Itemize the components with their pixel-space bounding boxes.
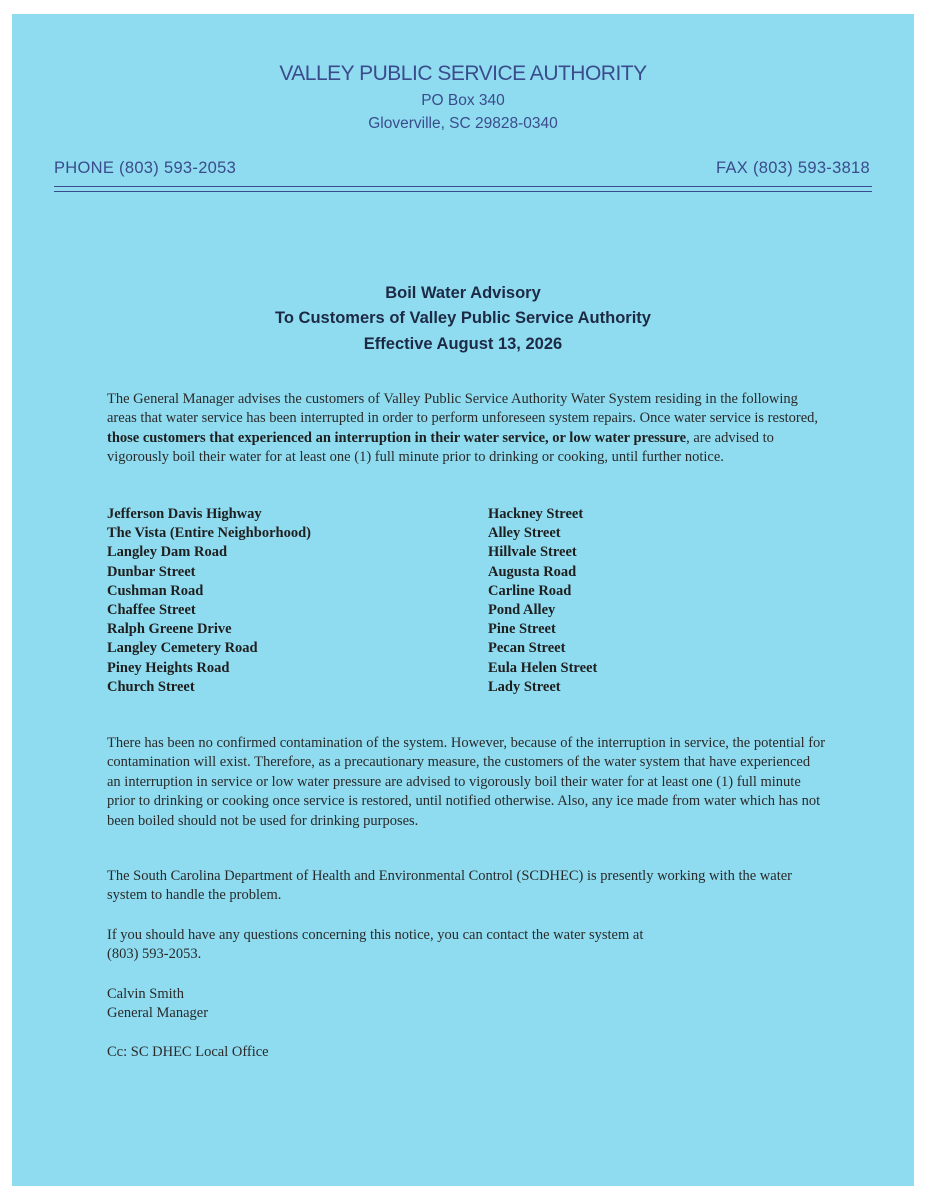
street-item: Chaffee Street: [107, 602, 196, 619]
signature-name: Calvin Smith: [107, 986, 184, 1002]
affected-streets-right: [488, 505, 597, 697]
cc-line: Cc: SC DHEC Local Office: [107, 1044, 269, 1060]
street-item: The Vista (Entire Neighborhood): [107, 525, 311, 542]
street-item: Carline Road: [488, 582, 572, 599]
intro-paragraph: [107, 390, 827, 468]
intro-text-start: The General Manager advises the customers of Valley Public Service Authority Water System residing in the following areas that water service has been interrupted in order to perform unforeseen system repairs. Once water service is restored,: [107, 391, 819, 427]
street-item: Pond Alley: [488, 602, 556, 619]
affected-streets-left: [107, 505, 311, 697]
street-item: Pine Street: [488, 621, 556, 638]
po-box: PO Box 340: [421, 92, 505, 109]
signature-title: General Manager: [107, 1005, 209, 1021]
header-rule-bottom: [54, 191, 872, 192]
notice-page: [12, 14, 914, 1186]
advisory-title: Boil Water Advisory: [385, 284, 541, 302]
advisory-subtitle: To Customers of Valley Public Service Authority: [275, 309, 651, 327]
street-item: Dunbar Street: [107, 563, 196, 580]
contact-line: If you should have any questions concerning this notice, you can contact the water system at: [107, 927, 644, 943]
intro-text-bold: those customers that experienced an interruption in their water service, or low water pressure: [107, 429, 687, 446]
street-item: Piney Heights Road: [107, 659, 230, 676]
street-item: Alley Street: [488, 525, 561, 542]
street-item: Lady Street: [488, 678, 561, 695]
scdhec-paragraph: The South Carolina Department of Health and Environmental Control (SCDHEC) is presently working with the water system to handle the problem.: [107, 868, 792, 904]
street-item: Ralph Greene Drive: [107, 621, 232, 638]
street-item: Hackney Street: [488, 506, 584, 522]
advisory-effective-date: Effective August 13, 2026: [363, 335, 563, 353]
contamination-paragraph: There has been no confirmed contamination of the system. However, because of the interruption in service, the potential for contamination will exist. Therefore, as a precautionary measure, the customers of the water system that have experienced an interruption in service or low water pressure are advised to vigorously boil their water for at least one (1) full minute prior to drinking or cooking once service is restored, until notified otherwise. Also, any ice made from water which has not been boiled should not be used for drinking purposes.: [107, 735, 826, 829]
header-rule-top: [54, 186, 872, 187]
street-item: Cushman Road: [107, 582, 204, 599]
street-item: Jefferson Davis Highway: [107, 506, 262, 522]
street-item: Langley Dam Road: [107, 544, 228, 561]
contact-phone: (803) 593-2053.: [107, 946, 202, 962]
street-item: Pecan Street: [488, 640, 566, 657]
street-item: Augusta Road: [488, 563, 577, 580]
street-item: Church Street: [107, 678, 195, 695]
organization-name: VALLEY PUBLIC SERVICE AUTHORITY: [279, 62, 647, 85]
street-item: Hillvale Street: [488, 544, 577, 561]
street-item: Langley Cemetery Road: [107, 640, 258, 657]
city-line: Gloverville, SC 29828-0340: [368, 115, 558, 132]
street-item: Eula Helen Street: [488, 659, 598, 676]
phone-number: PHONE (803) 593-2053: [54, 159, 237, 177]
fax-number: FAX (803) 593-3818: [716, 159, 870, 177]
intro-text-end: , are advised to vigorously boil their water for at least one (1) full minute prior to drinking or cooking, until further notice.: [107, 429, 774, 466]
